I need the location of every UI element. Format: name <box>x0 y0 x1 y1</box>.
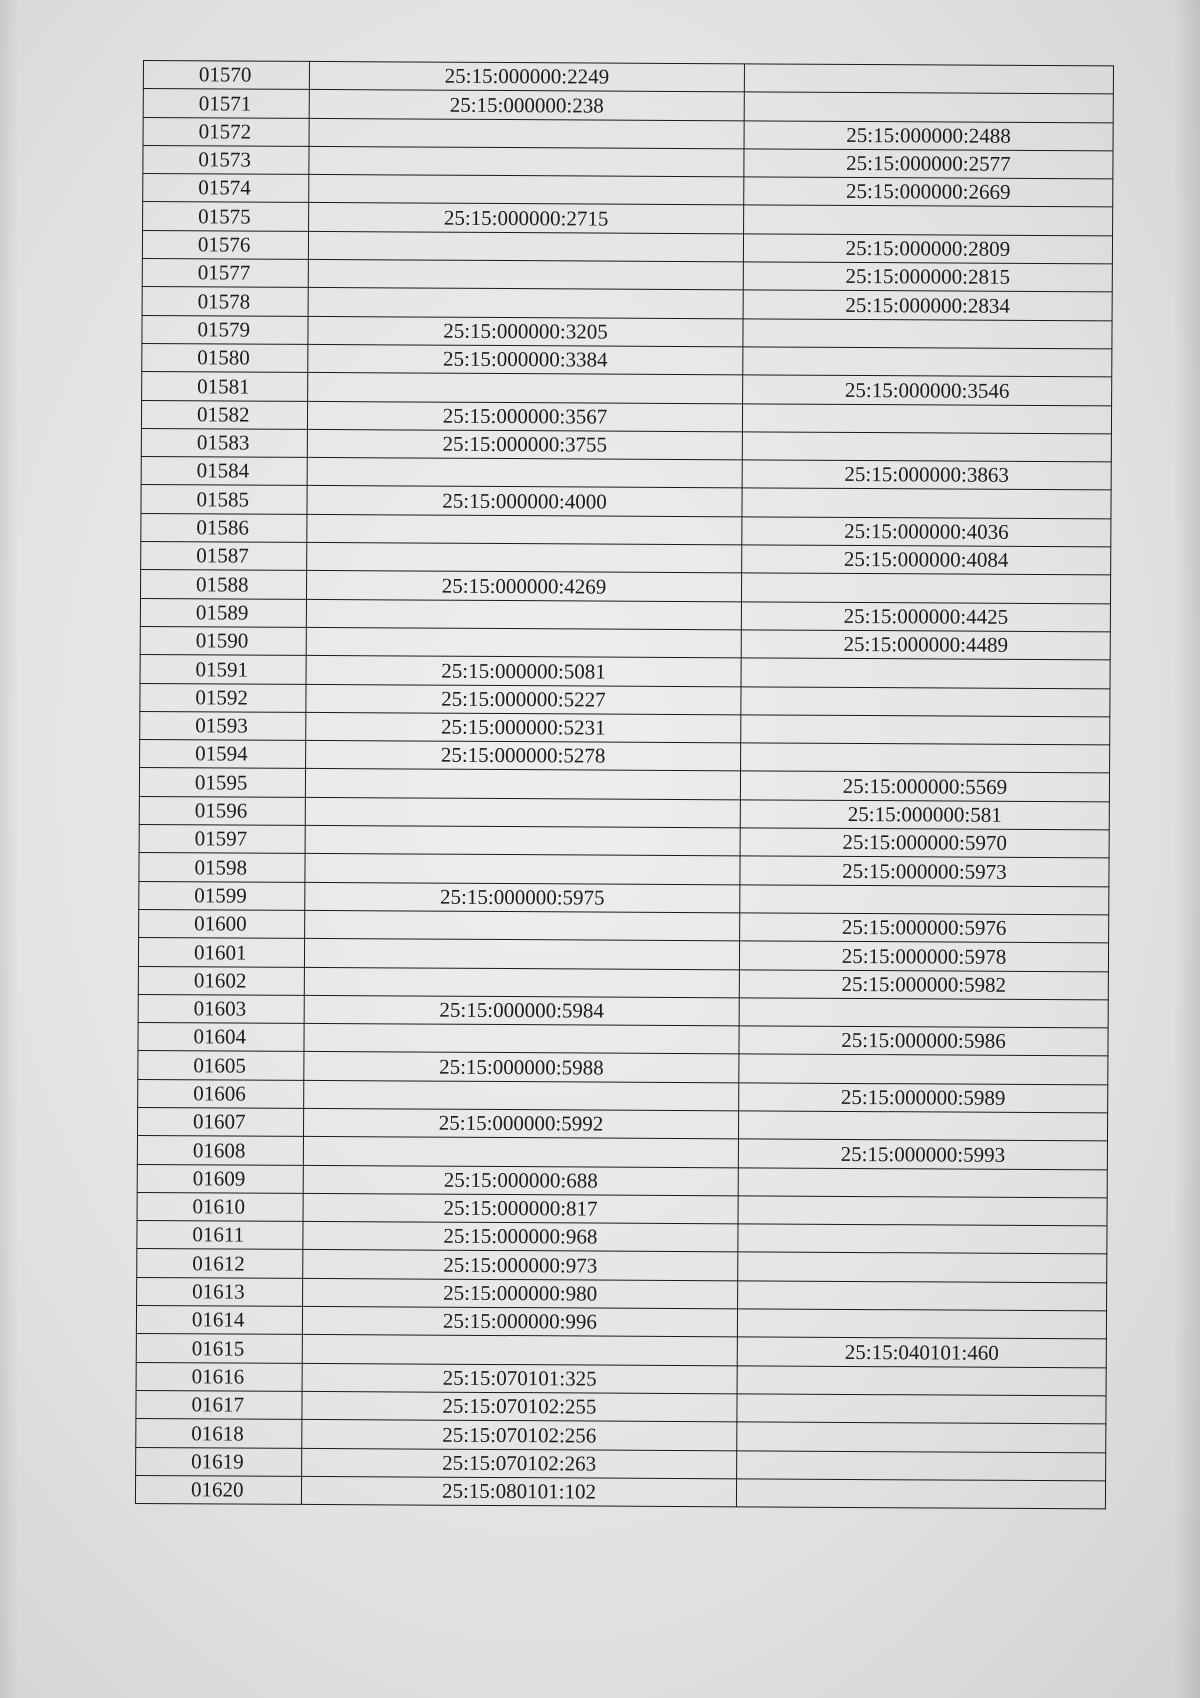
row-number-cell: 01585 <box>141 485 307 514</box>
table-row <box>135 1475 1105 1509</box>
cadastral-number-cell-col2: 25:15:000000:817 <box>303 1193 738 1224</box>
cadastral-number-cell-col2: 25:15:000000:968 <box>303 1222 738 1253</box>
row-number-cell: 01616 <box>136 1362 302 1391</box>
cadastral-number-cell-col3: 25:15:000000:5978 <box>739 941 1108 971</box>
row-number-cell: 01575 <box>143 202 309 231</box>
row-number-cell: 01615 <box>136 1334 302 1363</box>
cadastral-number-cell-col2: 25:15:000000:3755 <box>307 429 742 460</box>
cadastral-number-cell-col2: 25:15:000000:238 <box>309 90 744 121</box>
row-number-cell: 01604 <box>138 1023 304 1052</box>
cadastral-number-cell-col2 <box>305 825 740 856</box>
cadastral-number-cell-col2 <box>307 542 742 573</box>
cadastral-number-cell-col2 <box>309 175 744 206</box>
cadastral-number-cell-col2 <box>305 769 740 800</box>
cadastral-number-cell-col2: 25:15:070102:263 <box>302 1448 737 1479</box>
cadastral-number-cell-col3: 25:15:000000:5993 <box>738 1139 1107 1169</box>
cadastral-number-cell-col3: 25:15:000000:2488 <box>744 120 1113 150</box>
row-number-cell: 01613 <box>137 1277 303 1306</box>
cadastral-number-cell-col2 <box>304 967 739 998</box>
cadastral-number-cell-col3: 25:15:000000:2834 <box>743 290 1112 320</box>
cadastral-number-cell-col3 <box>742 488 1111 518</box>
cadastral-number-cell-col3 <box>737 1394 1106 1424</box>
row-number-cell: 01590 <box>140 626 306 655</box>
cadastral-number-table <box>135 60 1114 1510</box>
row-number-cell: 01600 <box>139 909 305 938</box>
cadastral-number-cell-col3: 25:15:040101:460 <box>737 1337 1106 1367</box>
cadastral-number-cell-col3: 25:15:000000:2577 <box>744 149 1113 179</box>
cadastral-number-cell-col3: 25:15:000000:2669 <box>744 177 1113 207</box>
row-number-cell: 01589 <box>140 598 306 627</box>
cadastral-number-cell-col3: 25:15:000000:4489 <box>741 630 1110 660</box>
cadastral-number-cell-col2 <box>309 118 744 149</box>
row-number-cell: 01619 <box>136 1447 302 1476</box>
row-number-cell: 01581 <box>142 372 308 401</box>
cadastral-number-cell-col3 <box>738 1281 1107 1311</box>
table-body <box>135 61 1113 1510</box>
row-number-cell: 01583 <box>141 428 307 457</box>
row-number-cell: 01594 <box>140 740 306 769</box>
cadastral-number-cell-col3 <box>738 1167 1107 1197</box>
cadastral-number-cell-col3: 25:15:000000:4425 <box>741 601 1110 631</box>
cadastral-number-cell-col2: 25:15:000000:980 <box>303 1278 738 1309</box>
cadastral-number-cell-col2 <box>305 854 740 885</box>
cadastral-number-cell-col3: 25:15:000000:581 <box>740 800 1109 830</box>
row-number-cell: 01591 <box>140 655 306 684</box>
row-number-cell: 01605 <box>138 1051 304 1080</box>
cadastral-number-cell-col2: 25:15:000000:5988 <box>304 1052 739 1083</box>
cadastral-number-cell-col2: 25:15:000000:3205 <box>308 316 743 347</box>
cadastral-number-cell-col3 <box>743 319 1112 349</box>
row-number-cell: 01572 <box>143 117 309 146</box>
cadastral-number-cell-col3 <box>744 205 1113 235</box>
cadastral-number-cell-col3 <box>738 1111 1107 1141</box>
cadastral-number-cell-col3: 25:15:000000:5982 <box>739 969 1108 999</box>
cadastral-number-cell-col2 <box>302 1335 737 1366</box>
cadastral-number-cell-col2 <box>304 939 739 970</box>
row-number-cell: 01602 <box>138 966 304 995</box>
cadastral-number-cell-col2 <box>307 458 742 489</box>
cadastral-number-cell-col2: 25:15:070102:255 <box>302 1391 737 1422</box>
cadastral-number-cell-col2: 25:15:000000:2249 <box>309 61 744 92</box>
cadastral-number-cell-col3 <box>741 743 1110 773</box>
cadastral-number-cell-col3 <box>737 1365 1106 1395</box>
row-number-cell: 01598 <box>139 853 305 882</box>
cadastral-number-cell-col3: 25:15:000000:5976 <box>740 913 1109 943</box>
cadastral-number-cell-col2 <box>309 146 744 177</box>
row-number-cell: 01596 <box>139 796 305 825</box>
cadastral-number-cell-col2 <box>308 260 743 291</box>
row-number-cell: 01578 <box>142 287 308 316</box>
cadastral-number-cell-col3 <box>743 347 1112 377</box>
row-number-cell: 01588 <box>140 570 306 599</box>
row-number-cell: 01586 <box>141 513 307 542</box>
cadastral-number-cell-col2 <box>306 599 741 630</box>
cadastral-number-cell-col2: 25:15:000000:5231 <box>306 712 741 743</box>
cadastral-number-cell-col3 <box>744 64 1113 94</box>
cadastral-number-cell-col2 <box>304 1024 739 1055</box>
cadastral-number-cell-col3 <box>738 1196 1107 1226</box>
cadastral-number-cell-col2: 25:15:070102:256 <box>302 1420 737 1451</box>
row-number-cell: 01570 <box>143 61 309 90</box>
row-number-cell: 01577 <box>142 259 308 288</box>
cadastral-number-cell-col3 <box>740 884 1109 914</box>
row-number-cell: 01603 <box>138 994 304 1023</box>
cadastral-number-cell-col3 <box>738 1224 1107 1254</box>
cadastral-number-cell-col3 <box>741 715 1110 745</box>
row-number-cell: 01601 <box>138 938 304 967</box>
cadastral-number-cell-col3: 25:15:000000:5569 <box>740 771 1109 801</box>
cadastral-number-cell-col3 <box>741 573 1110 603</box>
cadastral-number-cell-col2: 25:15:000000:2715 <box>309 203 744 234</box>
cadastral-number-cell-col3 <box>741 658 1110 688</box>
row-number-cell: 01593 <box>140 711 306 740</box>
cadastral-number-cell-col2 <box>304 1080 739 1111</box>
cadastral-number-cell-col3: 25:15:000000:5986 <box>739 1026 1108 1056</box>
cadastral-number-cell-col3 <box>738 1252 1107 1282</box>
row-number-cell: 01599 <box>139 881 305 910</box>
cadastral-number-cell-col3 <box>741 686 1110 716</box>
cadastral-number-cell-col2: 25:15:000000:3384 <box>308 344 743 375</box>
cadastral-number-cell-col3: 25:15:000000:3863 <box>742 460 1111 490</box>
cadastral-number-cell-col2: 25:15:000000:5278 <box>306 741 741 772</box>
page-right-shadow <box>1174 0 1200 1698</box>
cadastral-number-cell-col3: 25:15:000000:3546 <box>743 375 1112 405</box>
cadastral-number-cell-col2: 25:15:000000:5992 <box>303 1108 738 1139</box>
row-number-cell: 01620 <box>135 1475 301 1504</box>
row-number-cell: 01595 <box>139 768 305 797</box>
cadastral-number-cell-col2: 25:15:000000:688 <box>303 1165 738 1196</box>
cadastral-number-cell-col3 <box>736 1479 1105 1509</box>
cadastral-number-cell-col3 <box>744 92 1113 122</box>
cadastral-number-cell-col3: 25:15:000000:4036 <box>742 517 1111 547</box>
row-number-cell: 01610 <box>137 1192 303 1221</box>
cadastral-number-cell-col2: 25:15:070101:325 <box>302 1363 737 1394</box>
cadastral-number-cell-col2: 25:15:000000:5227 <box>306 684 741 715</box>
row-number-cell: 01618 <box>136 1419 302 1448</box>
cadastral-number-cell-col3: 25:15:000000:5970 <box>740 828 1109 858</box>
cadastral-number-cell-col3: 25:15:000000:5989 <box>739 1083 1108 1113</box>
cadastral-number-cell-col3 <box>742 403 1111 433</box>
cadastral-number-cell-col2 <box>303 1137 738 1168</box>
cadastral-number-cell-col2 <box>305 797 740 828</box>
cadastral-number-cell-col2: 25:15:000000:4269 <box>306 571 741 602</box>
cadastral-number-cell-col2: 25:15:000000:5975 <box>305 882 740 913</box>
cadastral-number-cell-col2 <box>308 288 743 319</box>
cadastral-number-cell-col2: 25:15:080101:102 <box>301 1476 736 1507</box>
cadastral-number-cell-col3 <box>737 1422 1106 1452</box>
row-number-cell: 01592 <box>140 683 306 712</box>
row-number-cell: 01612 <box>137 1249 303 1278</box>
cadastral-number-cell-col3 <box>737 1450 1106 1480</box>
row-number-cell: 01607 <box>137 1107 303 1136</box>
cadastral-number-cell-col3 <box>739 998 1108 1028</box>
row-number-cell: 01574 <box>143 174 309 203</box>
cadastral-number-cell-col3: 25:15:000000:2809 <box>743 234 1112 264</box>
cadastral-number-cell-col3 <box>739 1054 1108 1084</box>
row-number-cell: 01580 <box>142 343 308 372</box>
cadastral-number-cell-col2 <box>308 231 743 262</box>
row-number-cell: 01579 <box>142 315 308 344</box>
row-number-cell: 01617 <box>136 1390 302 1419</box>
cadastral-number-cell-col2: 25:15:000000:3567 <box>307 401 742 432</box>
cadastral-number-cell-col3 <box>737 1309 1106 1339</box>
cadastral-number-cell-col3: 25:15:000000:2815 <box>743 262 1112 292</box>
row-number-cell: 01587 <box>141 542 307 571</box>
cadastral-number-cell-col3: 25:15:000000:5973 <box>740 856 1109 886</box>
cadastral-number-cell-col2: 25:15:000000:996 <box>302 1306 737 1337</box>
row-number-cell: 01597 <box>139 825 305 854</box>
row-number-cell: 01584 <box>141 457 307 486</box>
cadastral-number-cell-col2 <box>306 627 741 658</box>
row-number-cell: 01609 <box>137 1164 303 1193</box>
cadastral-number-cell-col2 <box>308 373 743 404</box>
cadastral-number-cell-col2: 25:15:000000:4000 <box>307 486 742 517</box>
cadastral-number-cell-col2: 25:15:000000:5081 <box>306 656 741 687</box>
row-number-cell: 01573 <box>143 145 309 174</box>
cadastral-number-cell-col2: 25:15:000000:973 <box>303 1250 738 1281</box>
cadastral-number-cell-col3: 25:15:000000:4084 <box>742 545 1111 575</box>
cadastral-number-cell-col2 <box>307 514 742 545</box>
row-number-cell: 01614 <box>136 1306 302 1335</box>
cadastral-number-cell-col2 <box>305 910 740 941</box>
row-number-cell: 01582 <box>141 400 307 429</box>
page-left-shadow <box>0 0 18 1698</box>
row-number-cell: 01576 <box>142 230 308 259</box>
cadastral-number-cell-col3 <box>742 432 1111 462</box>
row-number-cell: 01571 <box>143 89 309 118</box>
row-number-cell: 01606 <box>138 1079 304 1108</box>
row-number-cell: 01608 <box>137 1136 303 1165</box>
cadastral-number-cell-col2: 25:15:000000:5984 <box>304 995 739 1026</box>
row-number-cell: 01611 <box>137 1221 303 1250</box>
